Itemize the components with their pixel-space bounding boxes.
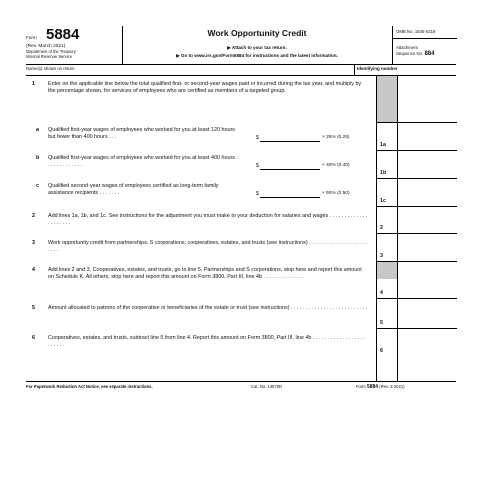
catalog-number: Cat. No. 13570D [251,384,283,389]
row-rule [377,233,457,234]
row-rule [377,122,457,123]
box-label-5: 5 [380,320,383,326]
amount-underline [260,169,320,170]
line-number: 1 [32,81,35,87]
title-block [122,26,392,64]
line-text: Qualified first-year wages of employees who worked for you at least 120 hours but fewer than 400 hours . . . [48,127,235,140]
agency-block [26,50,76,59]
omb-number: OMB No. 1545-0219 [396,29,436,34]
multiplier-text: × 40% (0.40) [322,163,350,168]
amount-underline [260,141,320,142]
line-text: Enter on the applicable line below the total qualified first- or second-year wages paid or incurred during the tax year, and multiply by the percentage shown, for services of employees who are certified as members of a targeted group. [48,81,362,94]
amount-underline [260,197,320,198]
sequence-row [396,51,434,57]
form-number: 5884 [46,26,80,43]
line-letter: c [36,183,39,189]
shaded-cell [377,261,397,279]
line-text: Qualified second-year wages of employees certified as long-term family assistance recipients . . . . . . . [48,183,219,196]
form-word: Form [26,35,37,40]
line-text: Qualified first-year wages of employees who worked for you at least 400 hours . . . . . . . . . . . . . [48,155,238,168]
multiplier-text: × 50% (0.50) [322,191,350,196]
goto-instruction: ▶ Go to www.irs.gov/Form5884 for instructions and the latest information. [176,53,338,58]
line-number: 3 [32,240,35,246]
form-footer [26,382,456,392]
department-name: Department of the Treasury [26,49,76,54]
name-field-label: Name(s) shown on return [26,66,75,71]
row-rule [377,298,457,299]
box-label-1c: 1c [380,198,386,204]
box-label-4: 4 [380,290,383,296]
form-title: Work Opportunity Credit [207,28,307,38]
sequence-number: 884 [424,51,435,57]
amount-column [376,76,457,381]
form-5884 [26,26,456,392]
row-rule [377,328,457,329]
multiplier-text: × 25% (0.25) [322,135,350,140]
box-label-1a: 1a [380,142,386,148]
attachment-label: Attachment [396,45,418,50]
line-text: Add lines 2 and 3. Cooperatives, estates, and trusts, go to line 5. Partnerships and S corporations, stop here and report this amount on Schedule K. All others, stop here and report this amount on Form 3800, Part III, line 4b . . . . . . . . . . . . . . [48,267,362,280]
amount-entry-area[interactable] [397,76,398,381]
box-label-2: 2 [380,225,383,231]
line-number: 2 [32,213,35,219]
box-label-6: 6 [380,348,383,354]
omb-block [392,26,457,64]
form-body [26,76,456,382]
line-number: 4 [32,267,35,273]
form-id-block [26,26,123,64]
identifying-number-label: Identifying number [354,65,398,75]
line-text: Cooperatives, estates, and trusts, subtract line 5 from line 4. Report this amount on Form 3800, Part III, line 4b . . . . . . . . . . . . . . . . . . . . . . . . [48,335,366,348]
footer-form-number: 5884 [366,384,379,390]
service-name: Internal Revenue Service [26,53,72,59]
dollar-sign: $ [256,163,259,169]
attachment-info [396,45,434,57]
line-number: 5 [32,305,35,311]
revision-date: (Rev. March 2021) [26,44,66,49]
line-letter: b [36,155,40,161]
sequence-label: Sequence No. [396,51,424,56]
dollar-sign: $ [256,135,259,141]
row-rule [377,261,457,262]
row-rule [377,150,457,151]
omb-divider [393,38,457,39]
line-text: Add lines 1a, 1b, and 1c. See instructions for the adjustment you must make to your deduction for salaries and wages . . . . . . . . . . . . . . . . . . . . . [48,213,368,226]
attach-instruction: ▶ Attach to your tax return. [227,45,287,50]
row-rule [377,206,457,207]
row-rule [377,178,457,179]
dollar-sign: $ [256,191,259,197]
form-header [26,26,456,65]
line-text: Work opportunity credit from partnerships, S corporations, cooperatives, estates, and trusts (see instructions) . . . . . . . . . . . . . . . . . . . . . . . . [48,240,368,253]
line-letter: a [36,127,39,133]
line-text: Amount allocated to patrons of the cooperative or beneficiaries of the estate or trust (see instructions) . . . . . . . . . . . . . . . . . . . . . . . . . . [48,305,368,311]
line-number: 6 [32,335,35,341]
footer-form-word: Form [356,384,366,389]
paperwork-notice: For Paperwork Reduction Act Notice, see separate instructions. [26,384,153,389]
shaded-cell [377,76,397,122]
footer-revision: (Rev. 3-2021) [379,384,405,389]
name-row[interactable] [26,65,456,76]
box-label-3: 3 [380,253,383,259]
footer-form-id [356,384,405,390]
box-label-1b: 1b [380,170,387,176]
